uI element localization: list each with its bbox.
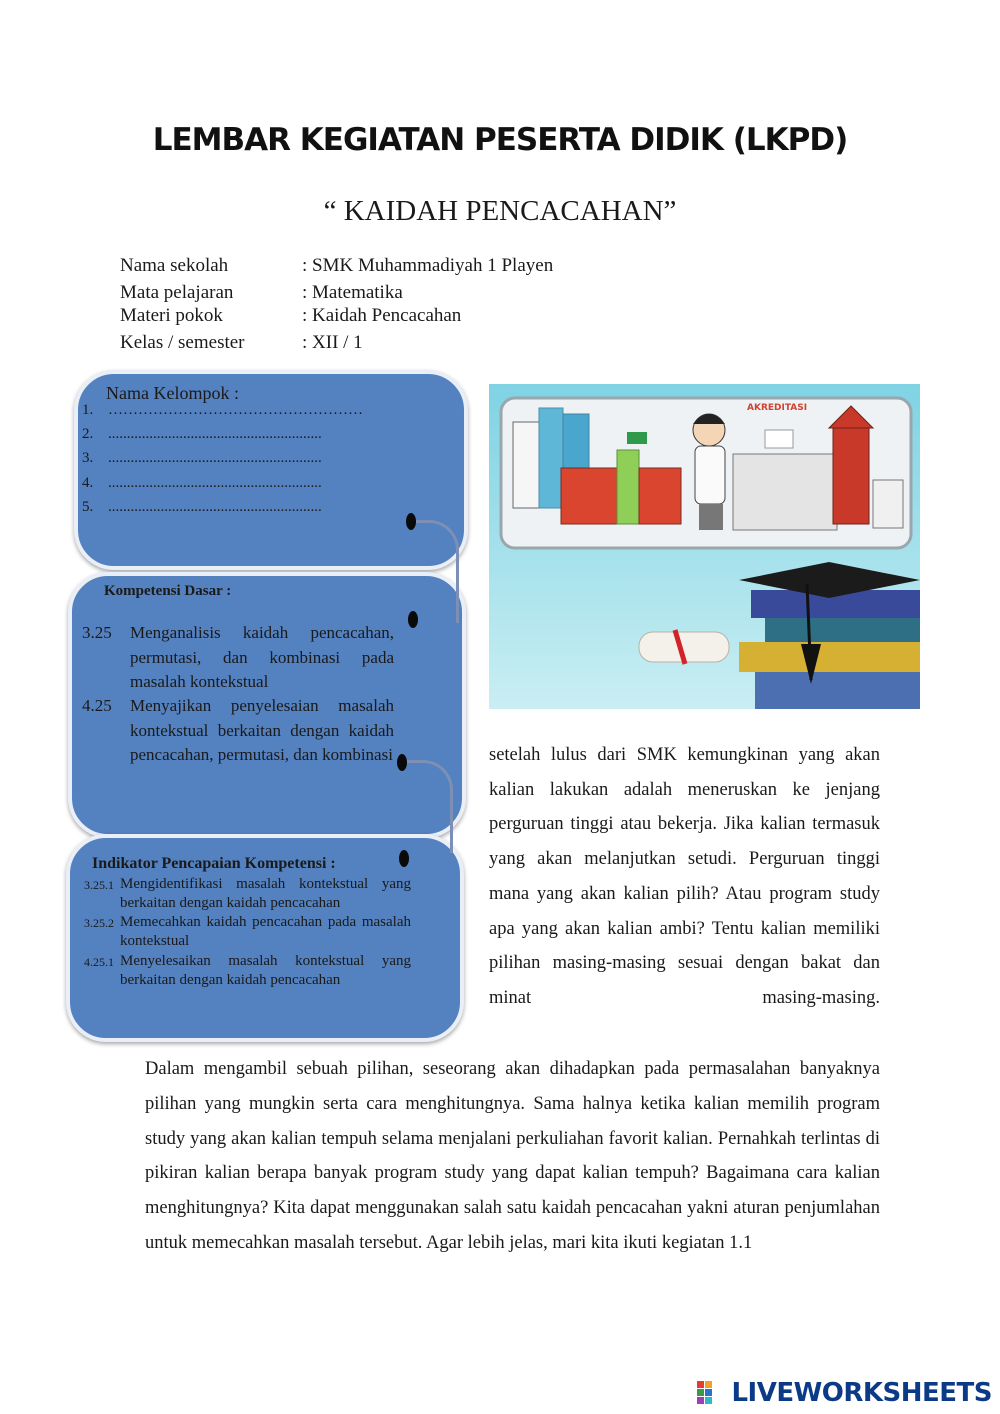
indicator-code: 3.25.2 [84, 916, 114, 930]
info-label: Kelas / semester [120, 332, 245, 353]
binder-dot [406, 513, 416, 530]
group-heading: Nama Kelompok : [106, 383, 239, 403]
info-label: Nama sekolah [120, 255, 229, 276]
info-row-school [120, 255, 553, 277]
intro-paragraph: setelah lulus dari SMK kemungkinan yang akan kalian lakukan adalah meneruskan ke jenjang perguruan tinggi atau bekerja. Jika kalian termasuk yang akan melanjutkan setudi. Perguruan tinggi mana yang akan kalian pilih? Atau program study apa yang akan kalian ambi? Tentu kalian memiliki pilihan masing-masing sesuai dengan bakat dan minat masing-masing. [489, 745, 880, 1008]
binder-dot [397, 754, 407, 771]
member-line[interactable] [82, 426, 322, 443]
liveworksheets-logo-icon [697, 1381, 721, 1405]
member-blank: …………………………………………… [108, 402, 363, 418]
competency-code: 3.25 [82, 623, 112, 642]
connector-hook [416, 520, 459, 623]
info-value: : XII / 1 [302, 332, 363, 353]
info-row-class [120, 332, 363, 354]
page-subtitle: “ KAIDAH PENCACAHAN” [323, 195, 677, 227]
member-line[interactable] [82, 450, 322, 467]
indicator-code: 4.25.1 [84, 955, 114, 969]
competency-text: Menyajikan penyelesaian masalah kontekstual berkaitan dengan kaidah pencacahan, permutasi, dan kombinasi [130, 696, 394, 764]
member-blank: ......................................................... [108, 475, 322, 491]
indicator-item [84, 875, 411, 913]
info-row-subject [120, 282, 403, 304]
member-blank: ......................................................... [108, 450, 322, 466]
info-label: Mata pelajaran [120, 282, 234, 303]
indicator-text: Menyelesaikan masalah kontekstual yang berkaitan dengan kaidah pencacahan [120, 953, 411, 988]
member-number: 2. [82, 426, 94, 442]
member-line[interactable] [82, 402, 363, 419]
body-paragraph: Dalam mengambil sebuah pilihan, seseorang akan dihadapkan pada permasalahan banyaknya pilihan yang mungkin serta cara menghitungnya. Sama halnya ketika kalian memilih program study yang akan kalian tempuh selama menjalani perkuliahan favorit kalian. Pernahkah terlintas di pikiran kalian berapa banyak program study yang dapat kalian tempuh? Bagaimana cara kalian menghitungnya? Kita dapat menggunakan salah satu kaidah pencacahan yakni aturan penjumlahan untuk memecahkan masalah tersebut. Agar lebih jelas, mari kita ikuti kegiatan 1.1 [145, 1059, 880, 1253]
indicator-code: 3.25.1 [84, 878, 114, 892]
member-blank: ......................................................... [108, 499, 322, 515]
member-line[interactable] [82, 475, 322, 492]
indicator-text: Memecahkan kaidah pencacahan pada masalah kontekstual [120, 914, 411, 949]
connector-hook [404, 760, 453, 853]
indicator-item [84, 913, 411, 951]
indicator-text: Mengidentifikasi masalah kontekstual yang berkaitan dengan kaidah pencacahan [120, 876, 411, 911]
info-row-topic [120, 305, 461, 327]
indicator-item [84, 952, 411, 990]
member-number: 1. [82, 402, 94, 418]
competency-item [82, 694, 394, 768]
binder-dot [399, 850, 409, 867]
member-line[interactable] [82, 499, 322, 516]
page-title: LEMBAR KEGIATAN PESERTA DIDIK (LKPD) [152, 122, 848, 158]
competency-item [82, 621, 394, 695]
member-number: 4. [82, 475, 94, 491]
member-blank: ......................................................... [108, 426, 322, 442]
campus-illustration [489, 384, 920, 709]
info-value: : SMK Muhammadiyah 1 Playen [302, 255, 554, 276]
info-label: Materi pokok [120, 305, 223, 326]
member-number: 5. [82, 499, 94, 515]
competency-code: 4.25 [82, 696, 112, 715]
info-value: : Kaidah Pencacahan [302, 305, 462, 326]
member-number: 3. [82, 450, 94, 466]
indicator-heading: Indikator Pencapaian Kompetensi : [92, 855, 336, 872]
competency-heading: Kompetensi Dasar : [104, 583, 232, 599]
liveworksheets-watermark: LIVEWORKSHEETS [731, 1378, 992, 1408]
info-value: : Matematika [302, 282, 403, 303]
competency-text: Menganalisis kaidah pencacahan, permutasi, dan kombinasi pada masalah kontekstual [130, 623, 394, 691]
accreditation-sign: AKREDITASI [747, 403, 808, 413]
binder-dot [408, 611, 418, 628]
